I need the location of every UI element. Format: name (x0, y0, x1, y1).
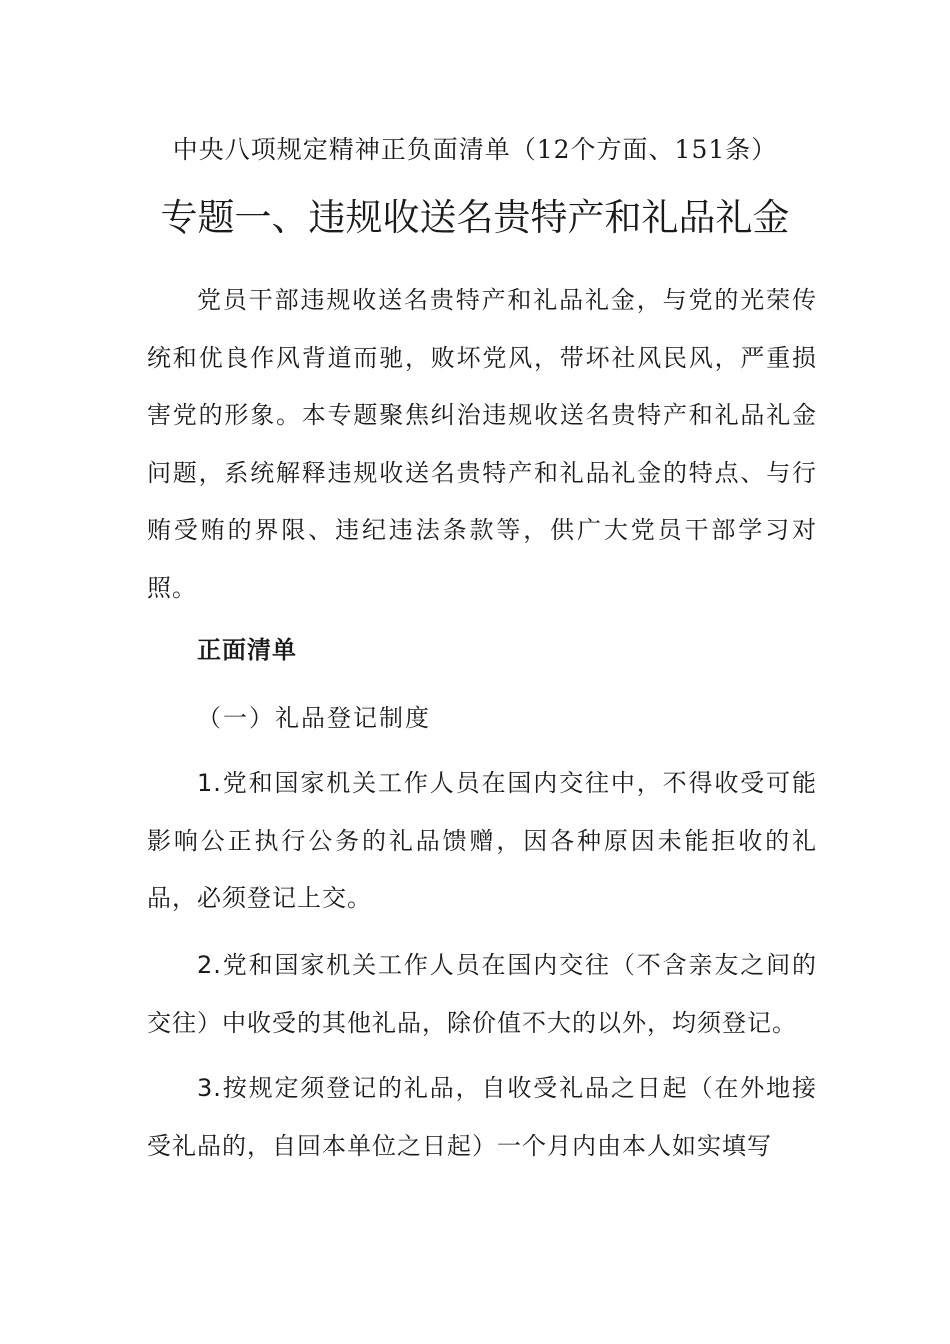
list-item (147, 755, 817, 928)
document-subtitle: 中央八项规定精神正负面清单（12个方面、151条） (172, 135, 778, 164)
item-number: 1. (197, 769, 222, 797)
section-heading: 正面清单 (197, 636, 297, 664)
item-text: 党和国家机关工作人员在国内交往中，不得收受可能影响公正执行公务的礼品馈赠，因各种原因未能拒收的礼品，必须登记上交。 (147, 769, 817, 912)
document-title: 专题一、违规收送名贵特产和礼品礼金 (160, 196, 790, 239)
item-text: 党和国家机关工作人员在国内交往（不含亲友之间的交往）中收受的其他礼品，除价值不大的以外，均须登记。 (147, 951, 817, 1037)
intro-paragraph: 党员干部违规收送名贵特产和礼品礼金，与党的光荣传统和优良作风背道而驰，败坏党风，带坏社风民风，严重损害党的形象。本专题聚焦纠治违规收送名贵特产和礼品礼金问题，系统解释违规收送名贵特产和礼品礼金的特点、与行贿受贿的界限、违纪违法条款等，供广大党员干部学习对照。 (147, 286, 817, 602)
item-number: 2. (197, 951, 222, 979)
list-item (147, 1060, 817, 1175)
subsection-heading: （一）礼品登记制度 (197, 704, 431, 732)
item-number: 3. (197, 1074, 222, 1102)
item-text: 按规定须登记的礼品，自收受礼品之日起（在外地接受礼品的，自回本单位之日起）一个月内由本人如实填写 (147, 1074, 817, 1160)
list-item (147, 937, 817, 1052)
